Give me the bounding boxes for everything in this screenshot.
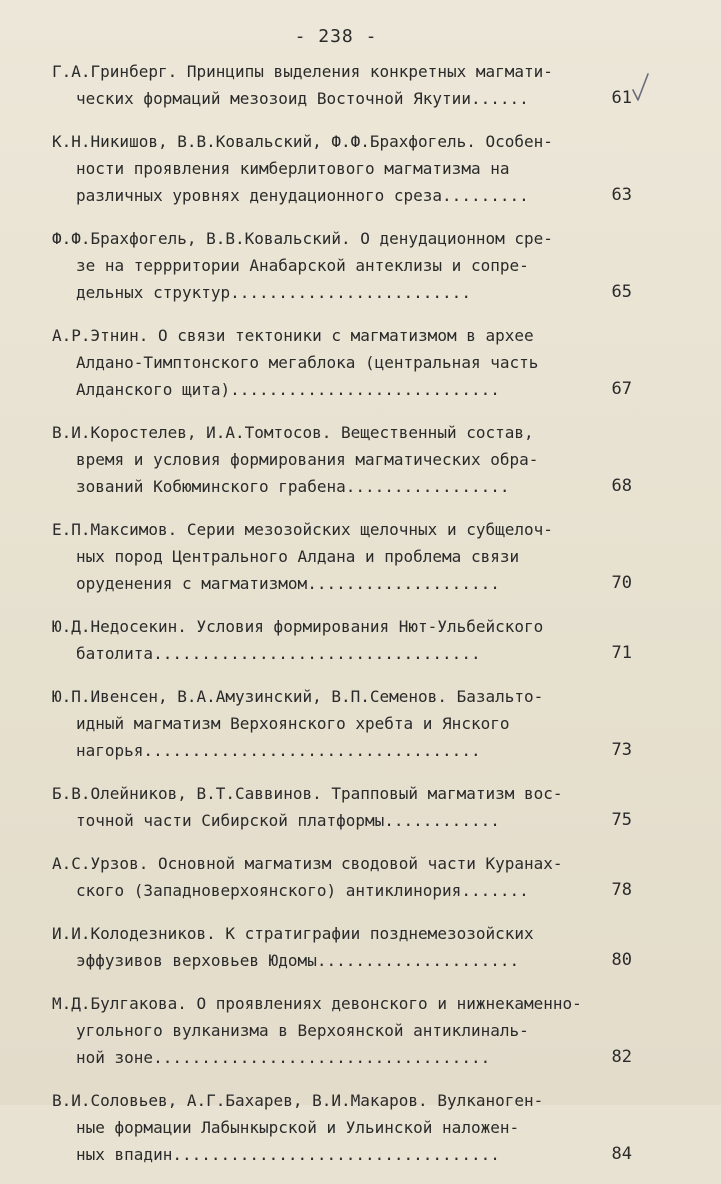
toc-entry-continuation-line: ческих формаций мезозоид Восточной Якутии...... — [76, 89, 529, 108]
toc-entry-page-number: 78 — [611, 880, 632, 900]
toc-entry-continuation-line: оруденения с магматизмом.................... — [76, 574, 500, 593]
toc-entry-page-number: 73 — [611, 740, 632, 760]
toc-entry-continuation-line: нагорья................................... — [76, 741, 481, 760]
toc-entry — [52, 683, 632, 764]
toc-entry — [52, 322, 632, 403]
toc-entry-continuation-line: время и условия формирования магматических обра- — [76, 450, 539, 469]
toc-entry-title-line: И.И.Колодезников. К стратиграфии позднемезозойских — [52, 924, 534, 943]
toc-entry-title-line: М.Д.Булгакова. О проявлениях девонского и нижнекаменно- — [52, 994, 582, 1013]
toc-entry-continuation-line: ных пород Центрального Алдана и проблема связи — [76, 547, 520, 566]
toc-entry-continuation-line: Алдано-Тимптонского мегаблока (центральная часть — [76, 353, 539, 372]
toc-entry-title-line: А.С.Урзов. Основной магматизм сводовой части Куранах- — [52, 854, 563, 873]
toc-entry — [52, 613, 632, 667]
toc-entry-continuation-line: зе на террритории Анабарской антеклизы и сопре- — [76, 256, 529, 275]
toc-entry-title-line: Г.А.Гринберг. Принципы выделения конкретных магмати- — [52, 62, 553, 81]
toc-entry-page-number: 67 — [611, 379, 632, 399]
toc-entry-page-number: 65 — [611, 282, 632, 302]
toc-entry — [52, 419, 632, 500]
toc-entry-continuation-line: идный магматизм Верхоянского хребта и Янского — [76, 714, 510, 733]
toc-entry-page-number: 68 — [611, 476, 632, 496]
toc-entry-page-number: 80 — [611, 950, 632, 970]
toc-entry-title-line: В.И.Коростелев, И.А.Томтосов. Вещественный состав, — [52, 423, 534, 442]
toc-entry-continuation-line: точной части Сибирской платформы............ — [76, 811, 500, 830]
toc-entry-title-line: Е.П.Максимов. Серии мезозойских щелочных и субщелоч- — [52, 520, 553, 539]
toc-entry-page-number: 61 — [611, 88, 632, 108]
toc-entry — [52, 1087, 632, 1168]
toc-entry-title-line: К.Н.Никишов, В.В.Ковальский, Ф.Ф.Брахфогель. Особен- — [52, 132, 553, 151]
toc-entry-title-line: Ф.Ф.Брахфогель, В.В.Ковальский. О денудационном сре- — [52, 229, 553, 248]
toc-entry — [52, 780, 632, 834]
toc-entry-continuation-line: ной зоне................................... — [76, 1048, 491, 1067]
toc-entry-title-line: Ю.Д.Недосекин. Условия формирования Нют-Ульбейского — [52, 617, 544, 636]
toc-entry-continuation-line: зований Кобюминского грабена................. — [76, 477, 510, 496]
toc-entry-continuation-line: Алданского щита)............................ — [76, 380, 500, 399]
toc-entry-page-number: 70 — [611, 573, 632, 593]
toc-entry-continuation-line: батолита.................................. — [76, 644, 481, 663]
toc-entry-continuation-line: различных уровнях денудационного среза......... — [76, 186, 529, 205]
toc-entry-title-line: В.И.Соловьев, А.Г.Бахарев, В.И.Макаров. Вулканоген- — [52, 1091, 544, 1110]
handwritten-check-mark — [629, 70, 651, 106]
table-of-contents — [52, 58, 632, 1184]
toc-entry — [52, 990, 632, 1071]
toc-entry-continuation-line: эффузивов верховьев Юдомы..................... — [76, 951, 520, 970]
toc-entry-continuation-line: ные формации Лабынкырской и Ульинской наложен- — [76, 1118, 520, 1137]
toc-entry-page-number: 75 — [611, 810, 632, 830]
toc-entry-title-line: А.Р.Этнин. О связи тектоники с магматизмом в архее — [52, 326, 534, 345]
toc-entry-page-number: 71 — [611, 643, 632, 663]
toc-entry — [52, 850, 632, 904]
toc-entry — [52, 516, 632, 597]
toc-entry-continuation-line: угольного вулканизма в Верхоянской антиклиналь- — [76, 1021, 529, 1040]
toc-entry — [52, 128, 632, 209]
toc-entry-continuation-line: ных впадин.................................. — [76, 1145, 500, 1164]
toc-entry-title-line: Ю.П.Ивенсен, В.А.Амузинский, В.П.Семенов. Базальто- — [52, 687, 544, 706]
toc-entry — [52, 58, 632, 112]
toc-entry — [52, 920, 632, 974]
toc-entry-continuation-line: ности проявления кимберлитового магматизма на — [76, 159, 510, 178]
page-number: - 238 - — [294, 26, 378, 47]
toc-entry-continuation-line: дельных структур......................... — [76, 283, 471, 302]
toc-entry-page-number: 82 — [611, 1047, 632, 1067]
toc-entry-title-line: Б.В.Олейников, В.Т.Саввинов. Трапповый магматизм вос- — [52, 784, 563, 803]
toc-entry — [52, 225, 632, 306]
toc-entry-continuation-line: ского (Западноверхоянского) антиклинория....... — [76, 881, 529, 900]
toc-entry-page-number: 84 — [611, 1144, 632, 1164]
toc-entry-page-number: 63 — [611, 185, 632, 205]
